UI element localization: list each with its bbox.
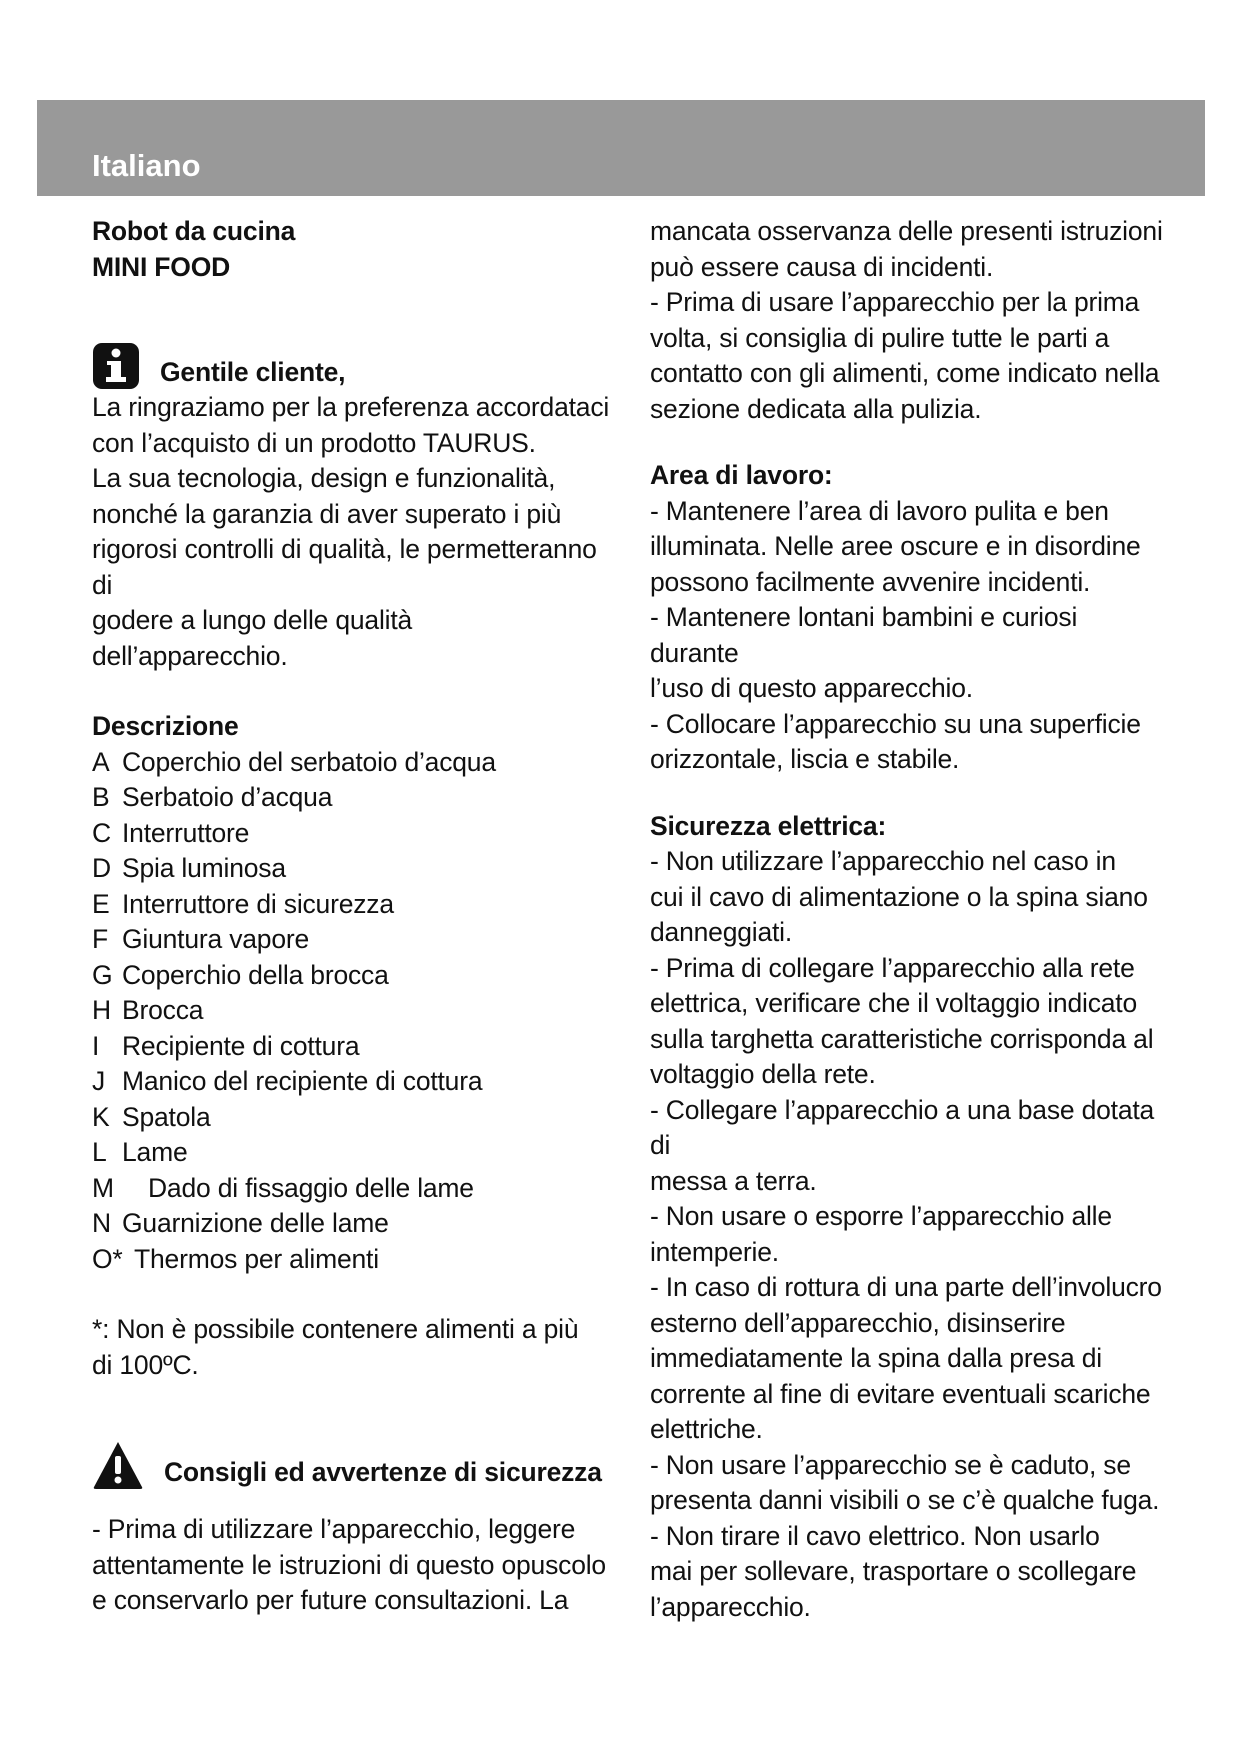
part-item: H Brocca bbox=[92, 995, 204, 1025]
text-line: elettrica, verificare che il voltaggio indicato bbox=[650, 988, 1137, 1018]
text-line: - Collegare l’apparecchio a una base dotata di bbox=[650, 1094, 1155, 1160]
intro-line: rigorosi controlli di qualità, le permetteranno di bbox=[92, 534, 597, 600]
text-line: - Non tirare il cavo elettrico. Non usarlo bbox=[650, 1520, 1100, 1551]
text-line: contatto con gli alimenti, come indicato nella bbox=[650, 358, 1160, 388]
safety-heading: Consigli ed avvertenze di sicurezza bbox=[164, 1456, 602, 1487]
work-area-heading: Area di lavoro: bbox=[650, 460, 833, 490]
part-item: B Serbatoio d’acqua bbox=[92, 782, 333, 812]
description-heading: Descrizione bbox=[92, 711, 239, 741]
text-line: - Non utilizzare l’apparecchio nel caso in bbox=[650, 846, 1116, 876]
part-item: G Coperchio della brocca bbox=[92, 959, 389, 990]
text-line: esterno dell’apparecchio, disinserire bbox=[650, 1307, 1066, 1338]
text-line: l’uso di questo apparecchio. bbox=[650, 673, 973, 703]
text-line: - Prima di collegare l’apparecchio alla rete bbox=[650, 952, 1135, 983]
text-line: - Non usare o esporre l’apparecchio alle bbox=[650, 1201, 1112, 1231]
greeting: Gentile cliente, bbox=[160, 356, 346, 387]
footnote-line: di 100ºC. bbox=[92, 1349, 199, 1380]
part-item: O* Thermos per alimenti bbox=[92, 1243, 379, 1274]
spacer bbox=[92, 1277, 612, 1312]
text-line: sulla targhetta caratteristiche corrisponda al bbox=[650, 1023, 1154, 1054]
warning-icon bbox=[92, 1440, 144, 1490]
safety-heading-row bbox=[92, 1440, 612, 1490]
text-line: - Mantenere l’area di lavoro pulita e ben bbox=[650, 495, 1109, 526]
text-line: illuminata. Nelle aree oscure e in disordine bbox=[650, 531, 1141, 561]
part-item: C Interruttore bbox=[92, 817, 250, 848]
text-line: voltaggio della rete. bbox=[650, 1059, 876, 1089]
text-line: mancata osservanza delle presenti istruzioni bbox=[650, 216, 1163, 246]
intro-line: nonché la garanzia di aver superato i più bbox=[92, 498, 562, 529]
greeting-row bbox=[92, 342, 612, 390]
text-line: - In caso di rottura di una parte dell’involucro bbox=[650, 1272, 1162, 1302]
part-item: E Interruttore di sicurezza bbox=[92, 888, 394, 919]
part-item: D Spia luminosa bbox=[92, 853, 286, 883]
text-line: può essere causa di incidenti. bbox=[650, 251, 994, 282]
text-line: - Collocare l’apparecchio su una superficie bbox=[650, 708, 1141, 739]
text-line: danneggiati. bbox=[650, 917, 793, 947]
text-line: - Prima di usare l’apparecchio per la prima bbox=[650, 287, 1140, 317]
spacer bbox=[92, 1490, 612, 1512]
text-line: cui il cavo di alimentazione o la spina siano bbox=[650, 881, 1148, 912]
part-item: K Spatola bbox=[92, 1101, 211, 1132]
part-item: A Coperchio del serbatoio d’acqua bbox=[92, 746, 496, 777]
intro-line: La ringraziamo per la preferenza accordataci bbox=[92, 392, 610, 422]
spacer bbox=[650, 778, 1170, 809]
product-model: MINI FOOD bbox=[92, 251, 231, 282]
safety-line: - Prima di utilizzare l’apparecchio, leggere bbox=[92, 1514, 576, 1544]
spacer bbox=[650, 427, 1170, 458]
part-item: J Manico del recipiente di cottura bbox=[92, 1066, 483, 1096]
left-column bbox=[92, 214, 612, 1619]
text-line: mai per sollevare, trasportare o scollegare bbox=[650, 1556, 1137, 1586]
text-line: l’apparecchio. bbox=[650, 1591, 811, 1622]
text-line: possono facilmente avvenire incidenti. bbox=[650, 566, 1091, 597]
part-item: F Giuntura vapore bbox=[92, 924, 310, 954]
safety-line: e conservarlo per future consultazioni. La bbox=[92, 1585, 569, 1615]
part-item: M Dado di fissaggio delle lame bbox=[92, 1172, 474, 1203]
text-line: sezione dedicata alla pulizia. bbox=[650, 393, 982, 424]
intro-line: con l’acquisto di un prodotto TAURUS. bbox=[92, 427, 536, 458]
text-line: intemperie. bbox=[650, 1236, 779, 1267]
text-line: volta, si consiglia di pulire tutte le parti a bbox=[650, 322, 1110, 353]
product-name: Robot da cucina bbox=[92, 216, 296, 246]
text-line: immediatamente la spina dalla presa di bbox=[650, 1343, 1102, 1373]
intro-line: godere a lungo delle qualità dell’apparecchio. bbox=[92, 605, 413, 671]
text-line: presenta danni visibili o se c’è qualche fuga. bbox=[650, 1485, 1160, 1515]
right-column bbox=[650, 214, 1170, 1625]
language-label: Italiano bbox=[92, 148, 201, 183]
safety-line: attentamente le istruzioni di questo opuscolo bbox=[92, 1549, 606, 1580]
text-line: messa a terra. bbox=[650, 1165, 817, 1196]
part-item: I Recipiente di cottura bbox=[92, 1030, 360, 1061]
text-line: - Mantenere lontani bambini e curiosi durante bbox=[650, 602, 1078, 668]
spacer bbox=[92, 285, 612, 320]
electrical-safety-heading: Sicurezza elettrica: bbox=[650, 810, 887, 841]
language-banner bbox=[37, 100, 1205, 196]
text-line: corrente al fine di evitare eventuali scariche bbox=[650, 1378, 1151, 1409]
text-line: - Non usare l’apparecchio se è caduto, se bbox=[650, 1449, 1131, 1480]
part-item: L Lame bbox=[92, 1137, 188, 1167]
spacer bbox=[92, 674, 612, 709]
part-item: N Guarnizione delle lame bbox=[92, 1208, 389, 1238]
intro-line: La sua tecnologia, design e funzionalità, bbox=[92, 463, 556, 493]
info-icon bbox=[92, 342, 140, 390]
text-line: elettriche. bbox=[650, 1414, 763, 1444]
text-line: orizzontale, liscia e stabile. bbox=[650, 744, 960, 774]
footnote-line: *: Non è possibile contenere alimenti a più bbox=[92, 1314, 579, 1344]
spacer bbox=[92, 1383, 612, 1418]
